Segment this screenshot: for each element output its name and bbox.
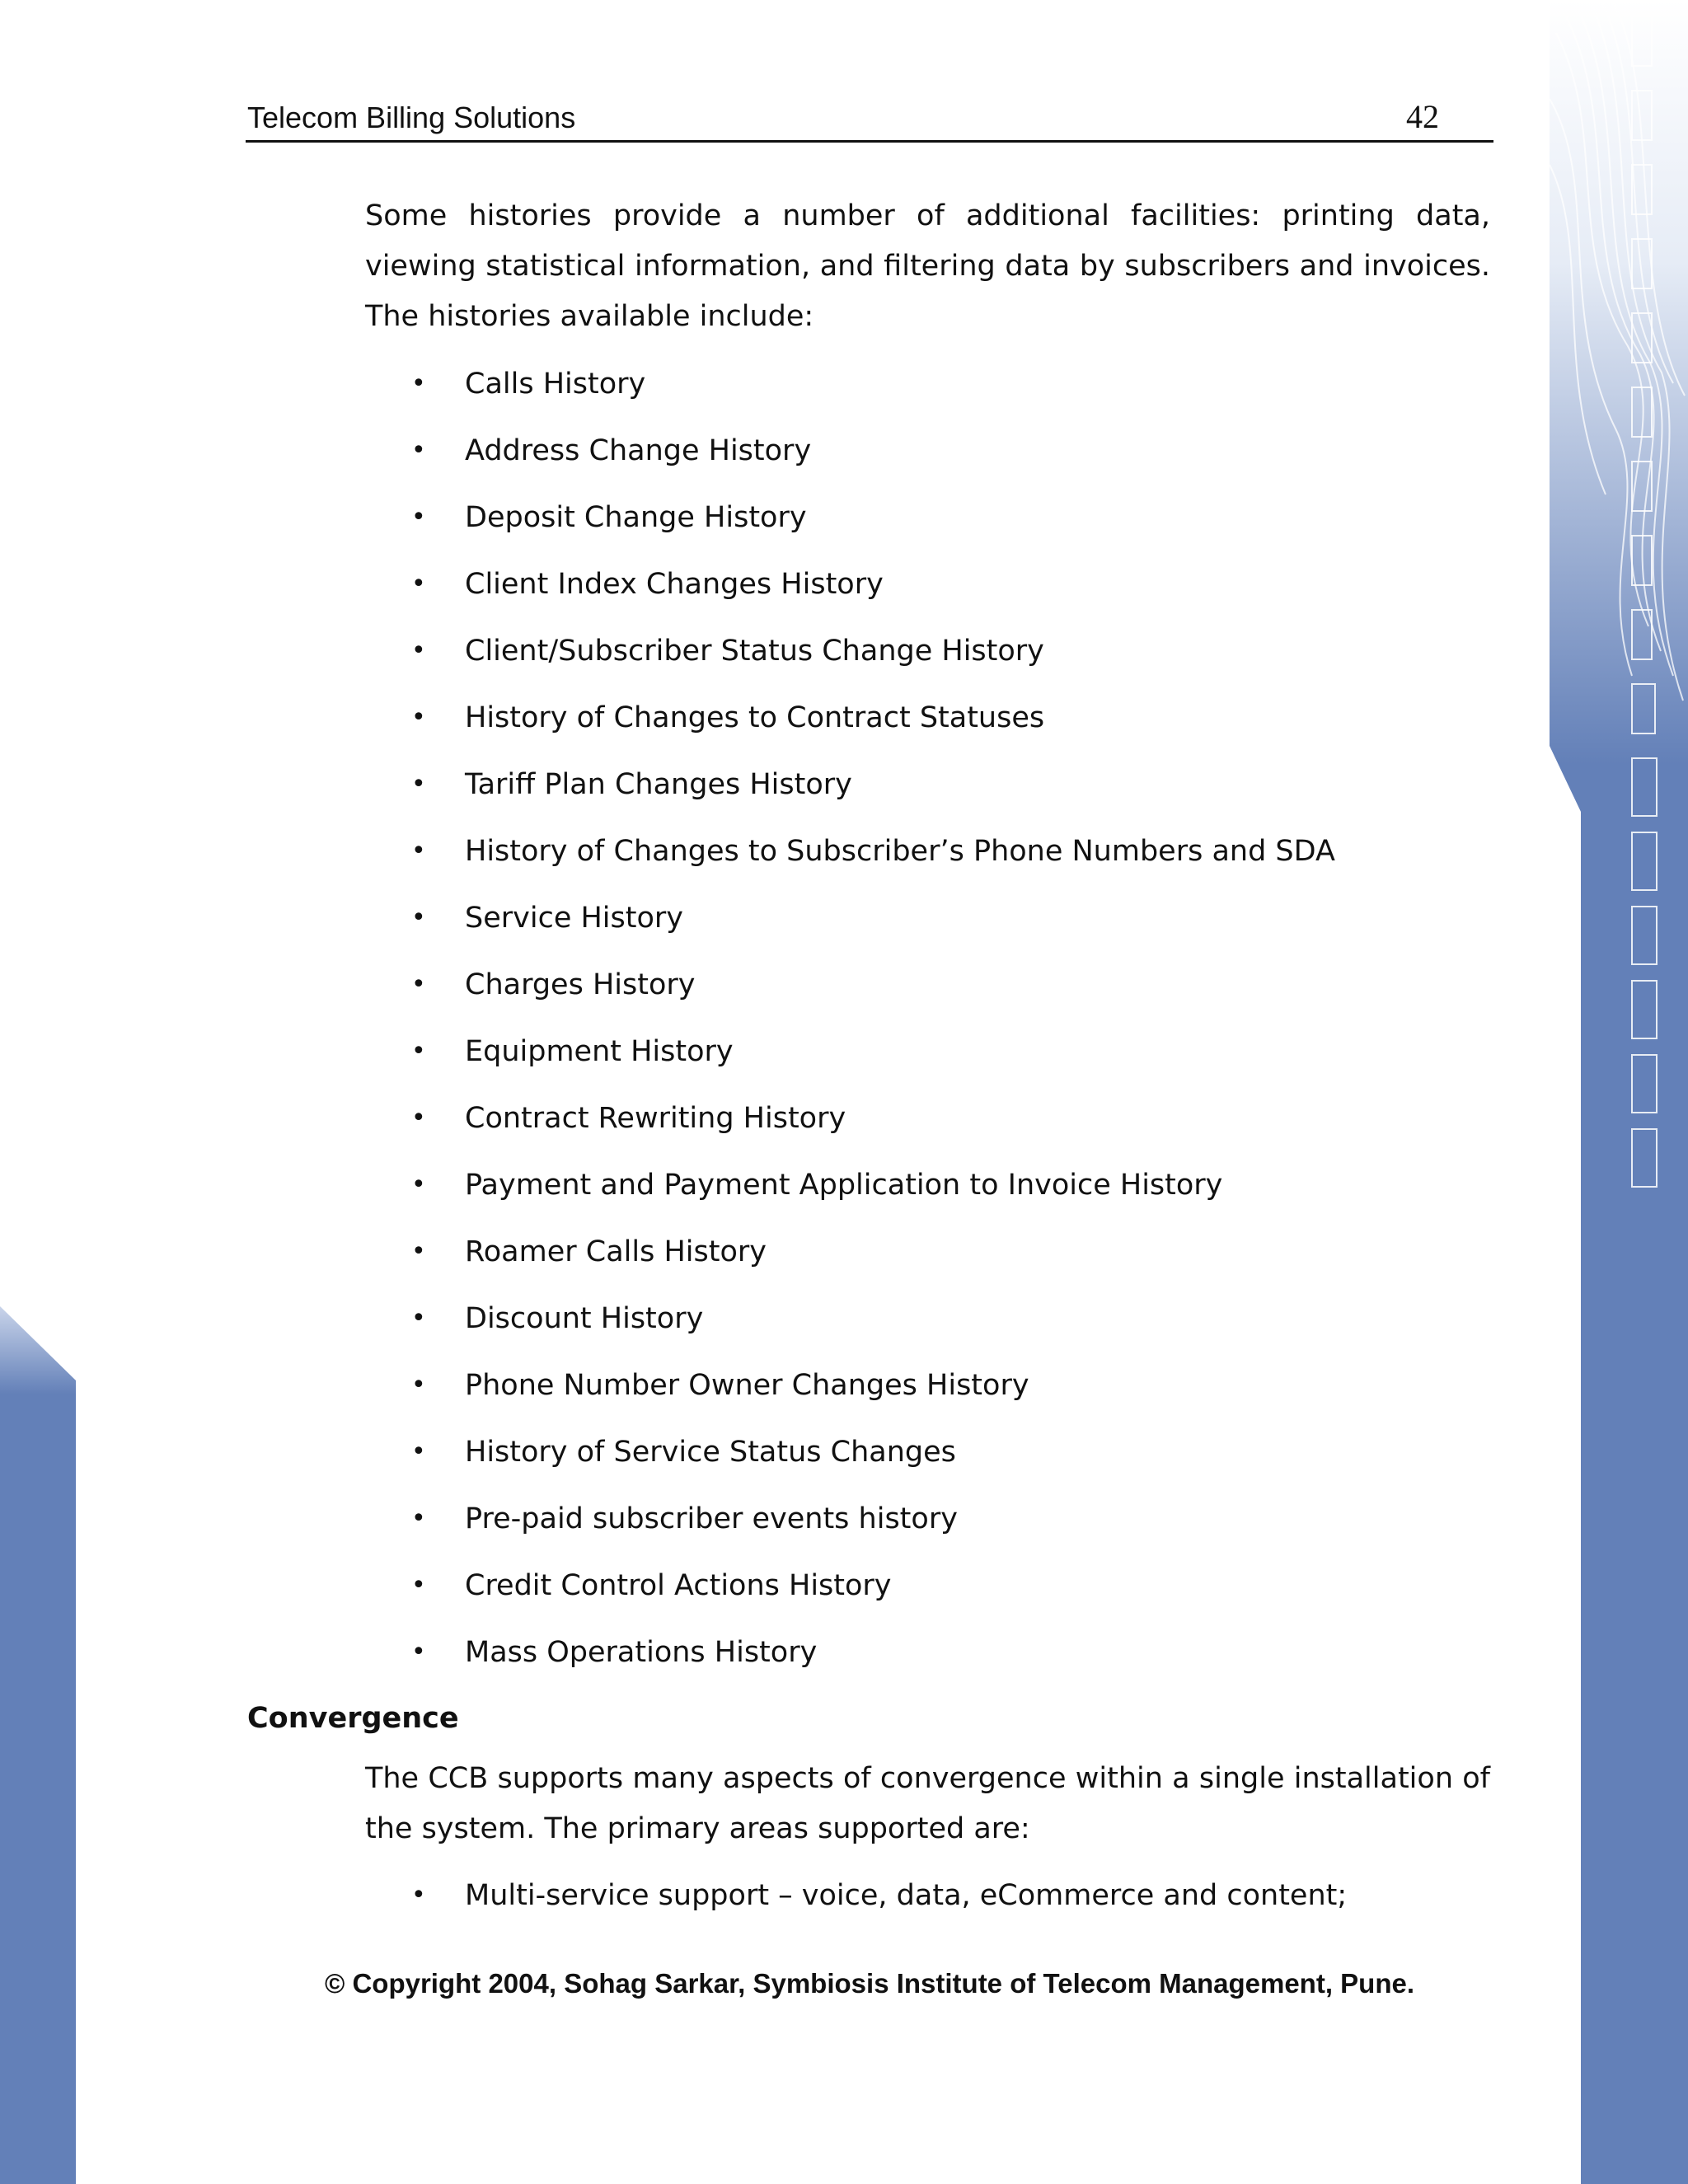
list-item-text: Charges History: [465, 968, 696, 1001]
bullet-icon: •: [411, 903, 426, 932]
list-item: [365, 958, 1490, 1025]
bullet-icon: •: [411, 1104, 426, 1132]
list-item-text: History of Service Status Changes: [465, 1436, 956, 1469]
bullet-icon: •: [411, 1437, 426, 1466]
list-item: [365, 1493, 1490, 1559]
list-item-text: Equipment History: [465, 1035, 734, 1068]
list-item: [365, 358, 1490, 424]
list-item: [365, 1869, 1490, 1936]
page-number: 42: [1406, 98, 1439, 135]
convergence-list: [365, 1869, 1490, 1936]
list-item: [365, 424, 1490, 491]
list-item: [365, 1359, 1490, 1426]
list-item: [365, 1559, 1490, 1626]
bullet-icon: •: [411, 1371, 426, 1399]
list-item-text: Pre-paid subscriber events history: [465, 1502, 958, 1535]
list-item-text: Payment and Payment Application to Invoice History: [465, 1169, 1223, 1202]
list-item-text: Address Change History: [465, 434, 812, 467]
list-item-text: Service History: [465, 902, 683, 935]
bullet-icon: •: [411, 1881, 426, 1910]
list-item: [365, 625, 1490, 691]
list-item-text: Credit Control Actions History: [465, 1569, 892, 1602]
list-item: [365, 1159, 1490, 1226]
intro-paragraph: Some histories provide a number of additional facilities: printing data, viewing statistical information, and filtering data by subscribers and invoices. The histories available include:: [365, 199, 1490, 333]
wave-pattern-graphic: [1550, 0, 1688, 2184]
document-title: Telecom Billing Solutions: [247, 101, 576, 134]
list-item-text: Contract Rewriting History: [465, 1102, 846, 1135]
convergence-paragraph: The CCB supports many aspects of convergence within a single installation of the system. The primary areas supported are:: [365, 1762, 1490, 1845]
bullet-icon: •: [411, 1037, 426, 1066]
list-item: [365, 558, 1490, 625]
list-item-text: Multi-service support – voice, data, eCommerce and content;: [465, 1879, 1348, 1912]
bullet-icon: •: [411, 703, 426, 732]
bullet-icon: •: [411, 1170, 426, 1199]
bullet-icon: •: [411, 837, 426, 865]
list-item-text: History of Changes to Contract Statuses: [465, 701, 1045, 734]
list-item: [365, 1025, 1490, 1092]
copyright-footer: © Copyright 2004, Sohag Sarkar, Symbiosis Institute of Telecom Management, Pune.: [324, 1968, 1415, 1999]
bullet-icon: •: [411, 369, 426, 398]
left-band-shape: [0, 1306, 76, 2184]
list-item: [365, 758, 1490, 825]
section-heading-convergence: Convergence: [247, 1702, 459, 1735]
page-header: [246, 92, 1493, 143]
histories-list: [365, 358, 1490, 1693]
list-item: [365, 691, 1490, 758]
list-item: [365, 491, 1490, 558]
list-item-text: Deposit Change History: [465, 501, 807, 534]
bullet-icon: •: [411, 1571, 426, 1600]
list-item-text: Roamer Calls History: [465, 1235, 767, 1268]
list-item-text: Tariff Plan Changes History: [465, 768, 852, 801]
bullet-icon: •: [411, 770, 426, 799]
bullet-icon: •: [411, 1237, 426, 1266]
list-item-text: Mass Operations History: [465, 1636, 818, 1669]
list-item-text: Phone Number Owner Changes History: [465, 1369, 1029, 1402]
list-item: [365, 892, 1490, 958]
bullet-icon: •: [411, 569, 426, 598]
bullet-icon: •: [411, 636, 426, 665]
list-item-text: History of Changes to Subscriber’s Phone Numbers and SDA: [465, 835, 1335, 868]
list-item-text: Client/Subscriber Status Change History: [465, 635, 1044, 668]
bullet-icon: •: [411, 1504, 426, 1533]
list-item: [365, 825, 1490, 892]
list-item: [365, 1092, 1490, 1159]
bullet-icon: •: [411, 1304, 426, 1333]
bullet-icon: •: [411, 1638, 426, 1666]
left-decorative-band: [0, 1306, 76, 2184]
list-item: [365, 1226, 1490, 1292]
bullet-icon: •: [411, 970, 426, 999]
list-item: [365, 1626, 1490, 1693]
list-item: [365, 1426, 1490, 1493]
right-decorative-band: [1550, 0, 1688, 2184]
list-item-text: Client Index Changes History: [465, 568, 884, 601]
bullet-icon: •: [411, 436, 426, 465]
list-item: [365, 1292, 1490, 1359]
list-item-text: Discount History: [465, 1302, 704, 1335]
list-item-text: Calls History: [465, 368, 646, 401]
bullet-icon: •: [411, 503, 426, 532]
